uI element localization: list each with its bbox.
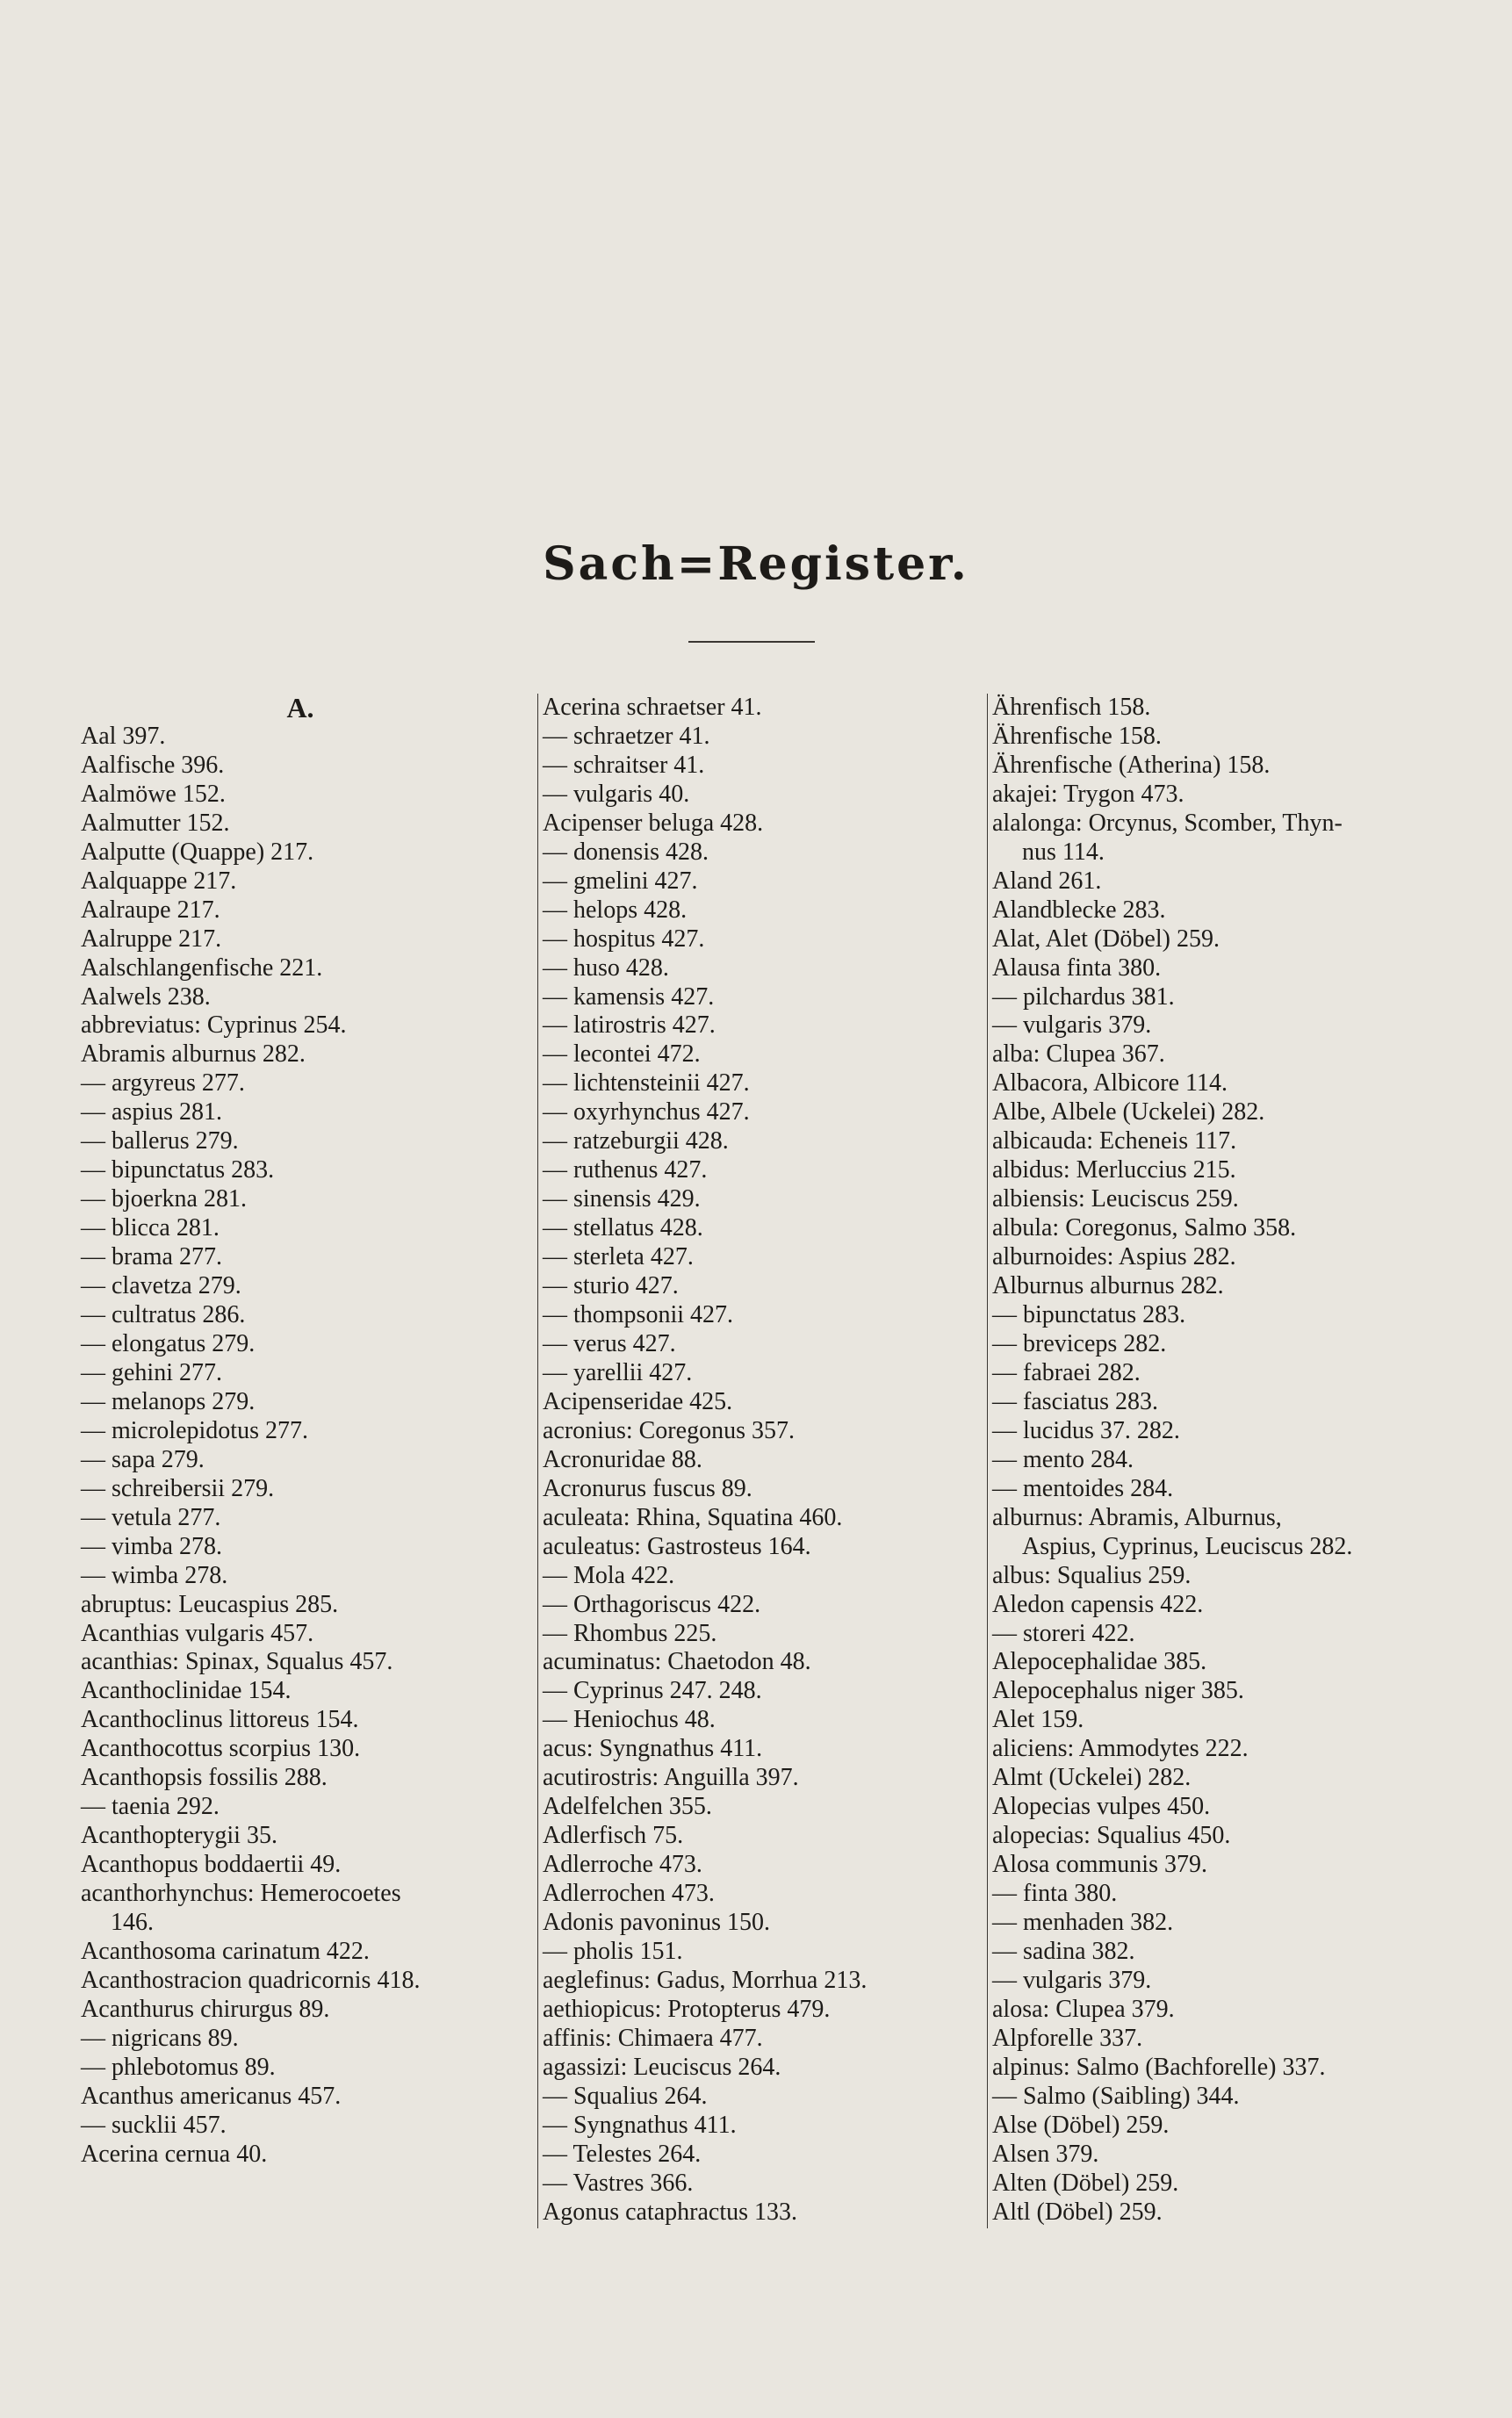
index-entry: aliciens: Ammodytes 222. (992, 1735, 1249, 1763)
index-entry: alopecias: Squalius 450. (992, 1822, 1231, 1850)
index-entry: — vetula 277. (81, 1503, 221, 1531)
index-entry: — lucidus 37. 282. (992, 1416, 1180, 1444)
index-entry: Aland 261. (992, 867, 1102, 895)
index-entry: — stellatus 428. (543, 1214, 703, 1242)
index-entry: albidus: Merluccius 215. (992, 1156, 1236, 1184)
index-entry: — argyreus 277. (81, 1069, 245, 1097)
index-entry: — Vastres 366. (543, 2169, 694, 2197)
index-entry: alosa: Clupea 379. (992, 1995, 1175, 2023)
index-entry: Aalruppe 217. (81, 925, 222, 953)
index-entry: — huso 428. (543, 954, 669, 982)
index-entry: Alepocephalidae 385. (992, 1648, 1207, 1676)
index-entry: — sapa 279. (81, 1445, 205, 1473)
index-entry: — sturio 427. (543, 1272, 679, 1300)
index-entry: — vulgaris 379. (992, 1966, 1152, 1994)
index-entry: Alpforelle 337. (992, 2024, 1143, 2052)
index-entry: — Cyprinus 247. 248. (543, 1677, 762, 1705)
column-divider-1 (537, 694, 538, 2228)
index-entry: albicauda: Echeneis 117. (992, 1127, 1237, 1155)
index-entry: agassizi: Leuciscus 264. (543, 2053, 781, 2081)
index-entry: — sucklii 457. (81, 2111, 227, 2139)
index-entry: — phlebotomus 89. (81, 2053, 276, 2081)
index-entry: Acanthoclinidae 154. (81, 1677, 292, 1705)
index-entry: acus: Syngnathus 411. (543, 1735, 763, 1763)
index-entry: Alat, Alet (Döbel) 259. (992, 925, 1220, 953)
index-entry: — ratzeburgii 428. (543, 1127, 729, 1155)
index-entry: Abramis alburnus 282. (81, 1040, 306, 1069)
index-entry: — aspius 281. (81, 1098, 222, 1126)
index-entry: — lecontei 472. (543, 1040, 701, 1069)
index-entry: Aalputte (Quappe) 217. (81, 838, 314, 866)
index-entry: — latirostris 427. (543, 1011, 716, 1040)
index-entry: — finta 380. (992, 1880, 1118, 1908)
index-entry: — menhaden 382. (992, 1909, 1174, 1937)
section-letter: A. (286, 692, 314, 723)
index-entry: — helops 428. (543, 896, 688, 924)
index-entry: — Mola 422. (543, 1561, 675, 1589)
index-entry: Acanthoclinus littoreus 154. (81, 1706, 359, 1734)
index-entry: Alburnus alburnus 282. (992, 1272, 1224, 1300)
index-entry: acanthorhynchus: Hemerocoetes (81, 1880, 401, 1908)
index-column-1 (81, 694, 520, 2170)
index-entry: Acerina schraetser 41. (543, 694, 762, 721)
index-entry: Acronurus fuscus 89. (543, 1474, 752, 1502)
index-entry: — storeri 422. (992, 1619, 1135, 1647)
index-entry: — microlepidotus 277. (81, 1416, 308, 1444)
index-entry: 146. (111, 1909, 154, 1937)
index-entry: Albe, Albele (Uckelei) 282. (992, 1098, 1265, 1126)
index-entry: akajei: Trygon 473. (992, 780, 1184, 808)
index-entry: — pholis 151. (543, 1937, 683, 1965)
index-entry: Almt (Uckelei) 282. (992, 1764, 1192, 1792)
index-entry: — sterleta 427. (543, 1243, 694, 1271)
index-entry: — clavetza 279. (81, 1272, 241, 1300)
index-entry: Ährenfisch 158. (992, 694, 1151, 721)
index-entry: Alausa finta 380. (992, 954, 1162, 982)
index-entry: Acipenser beluga 428. (543, 809, 764, 837)
index-entry: albula: Coregonus, Salmo 358. (992, 1214, 1297, 1242)
index-column-3 (992, 694, 1431, 2227)
index-entry: — vulgaris 379. (992, 1011, 1152, 1040)
index-entry: Aledon capensis 422. (992, 1590, 1204, 1618)
index-entry: Alsen 379. (992, 2140, 1099, 2168)
index-entry: — schraitser 41. (543, 751, 705, 779)
index-entry: Acanthias vulgaris 457. (81, 1619, 314, 1647)
index-entry: — verus 427. (543, 1329, 676, 1357)
index-entry: albiensis: Leuciscus 259. (992, 1185, 1239, 1213)
index-entry: aculeatus: Gastrosteus 164. (543, 1532, 811, 1560)
index-entry: — hospitus 427. (543, 925, 705, 953)
index-entry: Acanthopsis fossilis 288. (81, 1764, 328, 1792)
index-entry: aculeata: Rhina, Squatina 460. (543, 1503, 843, 1531)
index-entry: — bipunctatus 283. (81, 1156, 275, 1184)
index-entry: — donensis 428. (543, 838, 709, 866)
index-entry: Aal 397. (81, 722, 166, 750)
index-entry: Adlerroche 473. (543, 1851, 702, 1879)
index-entry: — ruthenus 427. (543, 1156, 708, 1184)
index-entry: — gehini 277. (81, 1358, 222, 1386)
index-entry: Aalmöwe 152. (81, 780, 226, 808)
index-entry: Aalmutter 152. (81, 809, 230, 837)
index-entry: albus: Squalius 259. (992, 1561, 1192, 1589)
index-entry: Aalschlangenfische 221. (81, 954, 323, 982)
index-entry: — taenia 292. (81, 1793, 220, 1821)
index-entry: Acanthosoma carinatum 422. (81, 1937, 370, 1965)
index-entry: alba: Clupea 367. (992, 1040, 1165, 1069)
index-entry: — yarellii 427. (543, 1358, 693, 1386)
index-entry: — Orthagoriscus 422. (543, 1590, 761, 1618)
index-entry: Acipenseridae 425. (543, 1387, 733, 1415)
index-entry: Alet 159. (992, 1706, 1084, 1734)
index-entry: Acanthus americanus 457. (81, 2082, 342, 2110)
index-entry: Aalquappe 217. (81, 867, 237, 895)
index-entry: — gmelini 427. (543, 867, 698, 895)
index-entry: alburnoides: Aspius 282. (992, 1243, 1236, 1271)
index-entry: Alten (Döbel) 259. (992, 2169, 1179, 2197)
index-entry: Alandblecke 283. (992, 896, 1166, 924)
index-entry: Acanthurus chirurgus 89. (81, 1995, 330, 2023)
index-entry: nus 114. (1022, 838, 1105, 866)
index-entry: Acanthopus boddaertii 49. (81, 1851, 342, 1879)
index-entry: Acronuridae 88. (543, 1445, 702, 1473)
index-entry: — mentoides 284. (992, 1474, 1174, 1502)
index-entry: Albacora, Albicore 114. (992, 1069, 1228, 1097)
index-entry: — schraetzer 41. (543, 722, 710, 750)
index-entry: — melanops 279. (81, 1387, 256, 1415)
index-entry: — oxyrhynchus 427. (543, 1098, 750, 1126)
index-entry: Ährenfische 158. (992, 722, 1162, 750)
index-entry: — fabraei 282. (992, 1358, 1141, 1386)
index-entry: — brama 277. (81, 1243, 222, 1271)
index-entry: Acerina cernua 40. (81, 2140, 268, 2168)
index-entry: acuminatus: Chaetodon 48. (543, 1648, 811, 1676)
index-column-2 (543, 694, 983, 2227)
index-entry: — sadina 382. (992, 1937, 1135, 1965)
index-entry: — breviceps 282. (992, 1329, 1167, 1357)
index-entry: — lichtensteinii 427. (543, 1069, 750, 1097)
index-entry: acronius: Coregonus 357. (543, 1416, 795, 1444)
index-entry: Alopecias vulpes 450. (992, 1793, 1211, 1821)
index-entry: — Rhombus 225. (543, 1619, 717, 1647)
index-entry: Acanthostracion quadricornis 418. (81, 1966, 421, 1994)
index-entry: Aspius, Cyprinus, Leuciscus 282. (1022, 1532, 1353, 1560)
index-entry: Altl (Döbel) 259. (992, 2198, 1163, 2226)
index-entry: Alse (Döbel) 259. (992, 2111, 1170, 2139)
index-entry: — ballerus 279. (81, 1127, 239, 1155)
index-entry: abruptus: Leucaspius 285. (81, 1590, 339, 1618)
index-entry: alburnus: Abramis, Alburnus, (992, 1503, 1282, 1531)
index-entry: — Syngnathus 411. (543, 2111, 737, 2139)
index-entry: — sinensis 429. (543, 1185, 701, 1213)
title-divider (688, 641, 815, 643)
index-entry: — wimba 278. (81, 1561, 228, 1589)
index-entry: alalonga: Orcynus, Scomber, Thyn- (992, 809, 1343, 837)
index-entry: alpinus: Salmo (Bachforelle) 337. (992, 2053, 1326, 2081)
index-entry: — Heniochus 48. (543, 1706, 716, 1734)
index-entry: — elongatus 279. (81, 1329, 256, 1357)
index-entry: — thompsonii 427. (543, 1301, 734, 1329)
index-entry: Aalwels 238. (81, 982, 211, 1011)
index-entry: — Telestes 264. (543, 2140, 702, 2168)
index-entry: Alepocephalus niger 385. (992, 1677, 1244, 1705)
index-entry: — vulgaris 40. (543, 780, 690, 808)
index-entry: — pilchardus 381. (992, 982, 1175, 1011)
index-entry: Adonis pavoninus 150. (543, 1909, 770, 1937)
index-entry: — schreibersii 279. (81, 1474, 275, 1502)
index-entry: — kamensis 427. (543, 982, 715, 1011)
index-entry: abbreviatus: Cyprinus 254. (81, 1011, 347, 1040)
index-entry: affinis: Chimaera 477. (543, 2024, 763, 2052)
index-entry: Adlerrochen 473. (543, 1880, 715, 1908)
index-entry: aeglefinus: Gadus, Morrhua 213. (543, 1966, 868, 1994)
index-entry: acanthias: Spinax, Squalus 457. (81, 1648, 393, 1676)
index-entry: — Squalius 264. (543, 2082, 708, 2110)
index-entry: — vimba 278. (81, 1532, 222, 1560)
index-entry: Acanthocottus scorpius 130. (81, 1735, 361, 1763)
index-entry: Adelfelchen 355. (543, 1793, 712, 1821)
index-entry: — bipunctatus 283. (992, 1301, 1186, 1329)
index-entry: Adlerfisch 75. (543, 1822, 684, 1850)
index-entry: — nigricans 89. (81, 2024, 239, 2052)
page-title: Sach=Register. (543, 537, 969, 591)
index-entry: — mento 284. (992, 1445, 1134, 1473)
index-entry: Acanthopterygii 35. (81, 1822, 277, 1850)
index-entry: Aalfische 396. (81, 751, 225, 779)
index-entry: — blicca 281. (81, 1214, 220, 1242)
index-entry: Agonus cataphractus 133. (543, 2198, 798, 2226)
index-entry: — cultratus 286. (81, 1301, 246, 1329)
index-entry: — fasciatus 283. (992, 1387, 1158, 1415)
index-entry: Aalraupe 217. (81, 896, 220, 924)
index-entry: acutirostris: Anguilla 397. (543, 1764, 799, 1792)
index-entry: aethiopicus: Protopterus 479. (543, 1995, 831, 2023)
column-divider-2 (987, 694, 988, 2228)
index-entry: — Salmo (Saibling) 344. (992, 2082, 1240, 2110)
index-entry: Alosa communis 379. (992, 1851, 1207, 1879)
index-entry: — bjoerkna 281. (81, 1185, 247, 1213)
index-entry: Ährenfische (Atherina) 158. (992, 751, 1271, 779)
